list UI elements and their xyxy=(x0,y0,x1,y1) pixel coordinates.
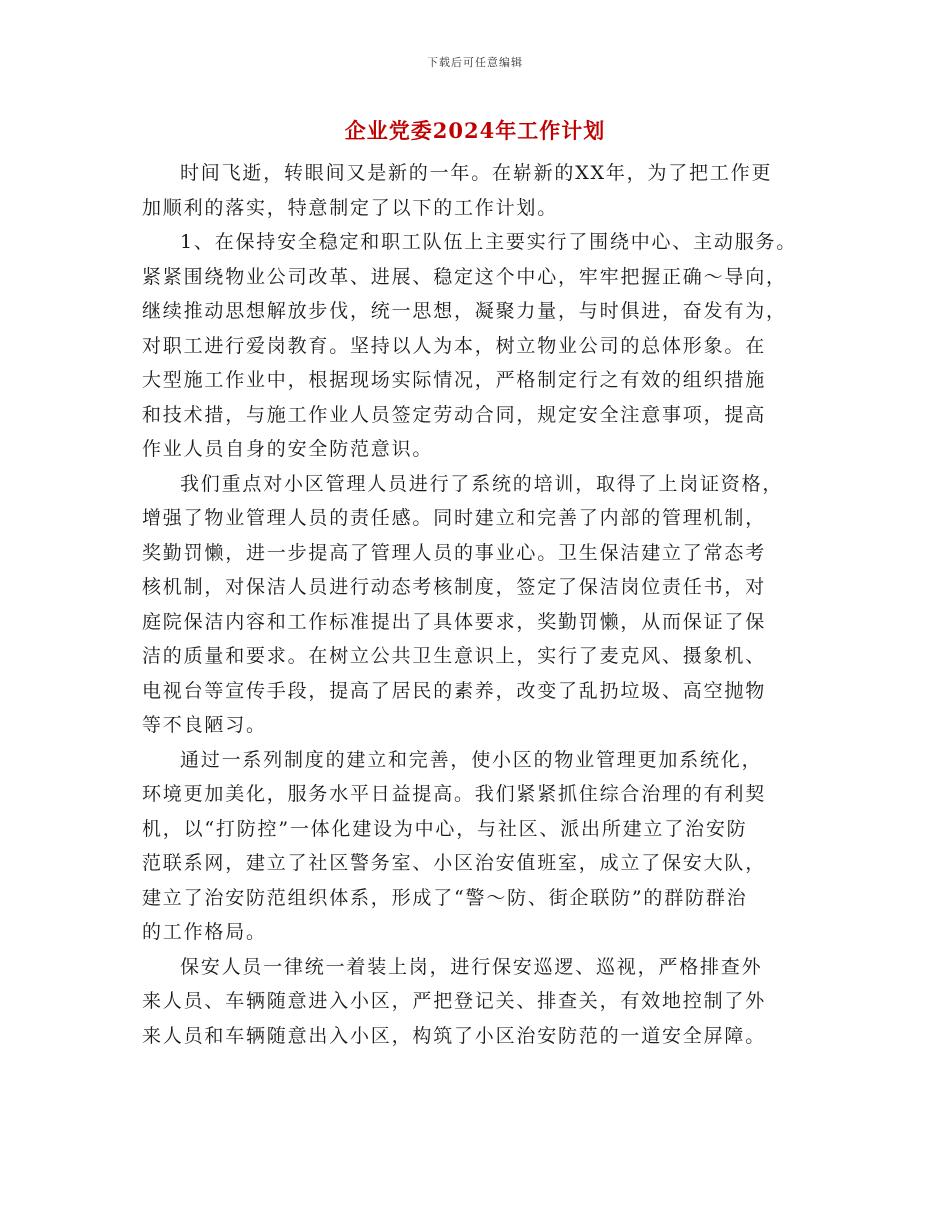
text-line: 范联系网，建立了社区警务室、小区治安值班室，成立了保安大队， xyxy=(142,852,767,874)
text-line: 加顺利的落实，特意制定了以下的工作计划。 xyxy=(142,196,559,219)
paragraph-1 xyxy=(142,156,832,225)
document-title: 企业党委2024年工作计划 xyxy=(344,118,606,143)
text-line: 奖勤罚懒，进一步提高了管理人员的事业心。卫生保洁建立了常态考 xyxy=(142,541,767,564)
text-line: 来人员和车辆随意出入小区，构筑了小区治安防范的一道安全屏障。 xyxy=(142,1024,767,1047)
text-line: 的工作格局。 xyxy=(142,921,267,943)
paragraph-2 xyxy=(142,225,832,467)
text-line: 作业人员自身的安全防范意识。 xyxy=(142,438,434,460)
paragraph-3 xyxy=(142,467,832,743)
text-line: 庭院保洁内容和工作标准提出了具体要求，奖勤罚懒，从而保证了保 xyxy=(142,610,767,633)
text-line: 洁的质量和要求。在树立公共卫生意识上，实行了麦克风、摄象机、 xyxy=(142,645,767,667)
text-line: 和技术措，与施工作业人员签定劳动合同，规定安全注意事项，提高 xyxy=(142,403,767,426)
page-header-note: 下载后可任意编辑 xyxy=(427,56,523,69)
text-line: 大型施工作业中，根据现场实际情况，严格制定行之有效的组织措施 xyxy=(142,369,767,391)
text-line: 时间飞逝，转眼间又是新的一年。在崭新的XX年，为了把工作更 xyxy=(180,162,773,184)
text-line: 来人员、车辆随意进入小区，严把登记关、排查关，有效地控制了外 xyxy=(142,990,767,1012)
text-line: 紧紧围绕物业公司改革、进展、稳定这个中心，牢牢把握正确～导向， xyxy=(142,265,787,288)
text-line: 机，以“打防控”一体化建设为中心，与社区、派出所建立了治安防 xyxy=(142,817,748,840)
text-line: 电视台等宣传手段，提高了居民的素养，改变了乱扔垃圾、高空抛物 xyxy=(142,679,767,702)
text-line: 继续推动思想解放步伐，统一思想，凝聚力量，与时俱进，奋发有为， xyxy=(142,300,787,322)
paragraph-4 xyxy=(142,743,832,950)
text-line: 通过一系列制度的建立和完善，使小区的物业管理更加系统化， xyxy=(180,748,763,771)
text-line: 保安人员一律统一着装上岗，进行保安巡逻、巡视，严格排查外 xyxy=(180,955,763,978)
text-line: 对职工进行爱岗教育。坚持以人为本，树立物业公司的总体形象。在 xyxy=(142,334,767,357)
text-line: 我们重点对小区管理人员进行了系统的培训，取得了上岗证资格， xyxy=(180,472,784,495)
text-line: 1、在保持安全稳定和职工队伍上主要实行了围绕中心、主动服务。 xyxy=(180,231,798,253)
paragraph-5 xyxy=(142,950,832,1054)
text-line: 增强了物业管理人员的责任感。同时建立和完善了内部的管理机制， xyxy=(142,507,767,529)
document-body xyxy=(142,156,832,1053)
text-line: 建立了治安防范组织体系，形成了“警～防、街企联防”的群防群治 xyxy=(142,886,748,909)
text-line: 环境更加美化，服务水平日益提高。我们紧紧抓住综合治理的有利契 xyxy=(142,783,767,805)
text-line: 核机制，对保洁人员进行动态考核制度，签定了保洁岗位责任书，对 xyxy=(142,576,767,598)
text-line: 等不良陋习。 xyxy=(142,714,267,736)
